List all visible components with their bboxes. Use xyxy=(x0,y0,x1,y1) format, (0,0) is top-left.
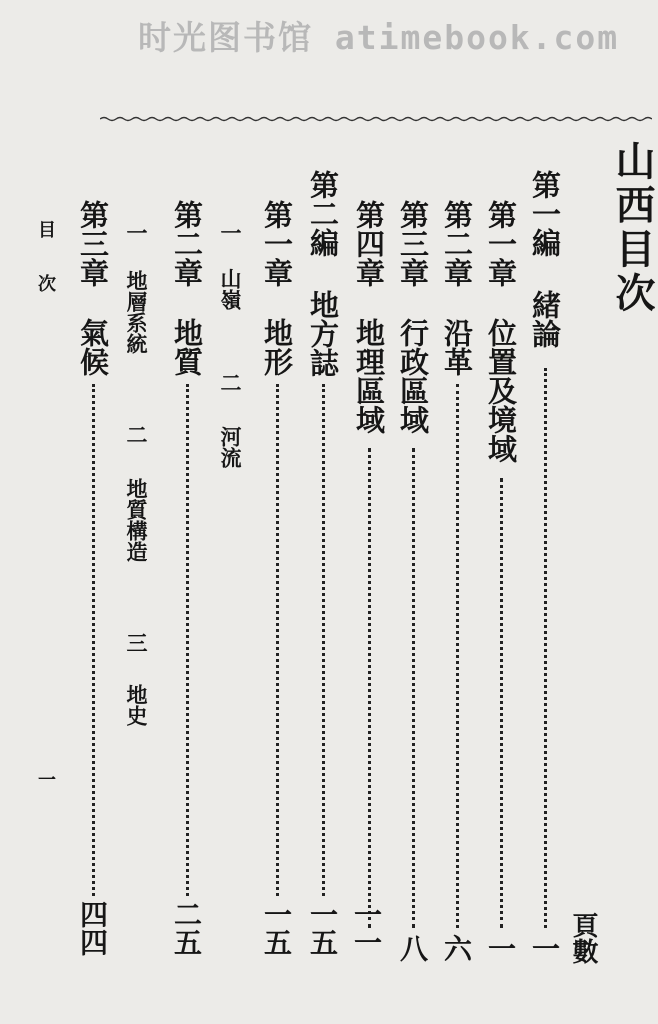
toc-part-label: 第一編 xyxy=(528,170,562,257)
toc-page-number: 一五 xyxy=(260,900,293,956)
toc-leader-dots xyxy=(544,368,547,928)
watermark: 时光图书馆 atimebook.com xyxy=(138,18,620,57)
toc-chapter-title: 地質 xyxy=(170,318,204,376)
toc-subentry-number: 三 xyxy=(124,632,149,653)
page-title: 山西目次 xyxy=(609,140,656,316)
toc-chapter-label: 第四章 xyxy=(352,200,386,287)
toc-chapter-title: 地形 xyxy=(260,318,294,376)
toc-chapter-label: 第三章 xyxy=(76,200,110,287)
toc-page-number: 一五 xyxy=(306,900,339,956)
toc-leader-dots xyxy=(412,448,415,928)
toc-subentry-title: 地史 xyxy=(124,684,149,726)
toc-page-number: 一 xyxy=(484,934,517,962)
toc-leader-dots xyxy=(92,384,95,896)
toc-subentry-number: 二 xyxy=(124,424,149,445)
toc-chapter-label: 第一章 xyxy=(484,200,518,287)
toc-page-number: 一一 xyxy=(350,900,383,956)
toc-leader-dots xyxy=(500,478,503,928)
toc-subentry-title: 地層系統 xyxy=(124,270,149,354)
toc-part-label: 第二編 xyxy=(306,170,340,257)
toc-chapter-title: 行政區域 xyxy=(396,318,430,434)
toc-chapter-label: 第二章 xyxy=(440,200,474,287)
toc-chapter-title: 位置及境域 xyxy=(484,318,518,463)
toc-part-title: 緒論 xyxy=(528,290,562,348)
running-head: 目次 xyxy=(35,220,56,328)
toc-subentry-title: 地質構造 xyxy=(124,478,149,562)
toc-page-number: 八 xyxy=(396,934,429,962)
page-number-header: 頁數 xyxy=(568,912,598,964)
toc-chapter-title: 地理區域 xyxy=(352,318,386,434)
toc-subentry-number: 二 xyxy=(218,372,243,393)
toc-chapter-label: 第二章 xyxy=(170,200,204,287)
toc-page-number: 二五 xyxy=(170,900,203,956)
toc-leader-dots xyxy=(368,448,371,928)
toc-subentry-title: 山嶺 xyxy=(218,268,243,310)
toc-page-number: 四四 xyxy=(76,900,109,956)
toc-subentry-number: 一 xyxy=(218,222,243,243)
toc-leader-dots xyxy=(186,384,189,896)
toc-subentry-title: 河流 xyxy=(218,426,243,468)
toc-subentry-number: 一 xyxy=(124,222,149,243)
folio: 一 xyxy=(35,770,56,788)
toc-page-number: 一 xyxy=(528,934,561,962)
toc-leader-dots xyxy=(322,384,325,896)
header-rule xyxy=(100,116,652,122)
toc-part-title: 地方誌 xyxy=(306,290,340,377)
toc-chapter-label: 第一章 xyxy=(260,200,294,287)
toc-leader-dots xyxy=(456,384,459,928)
toc-chapter-title: 氣候 xyxy=(76,318,110,376)
toc-chapter-title: 沿革 xyxy=(440,318,474,376)
toc-leader-dots xyxy=(276,384,279,896)
toc-chapter-label: 第三章 xyxy=(396,200,430,287)
toc-page-number: 六 xyxy=(440,934,473,962)
